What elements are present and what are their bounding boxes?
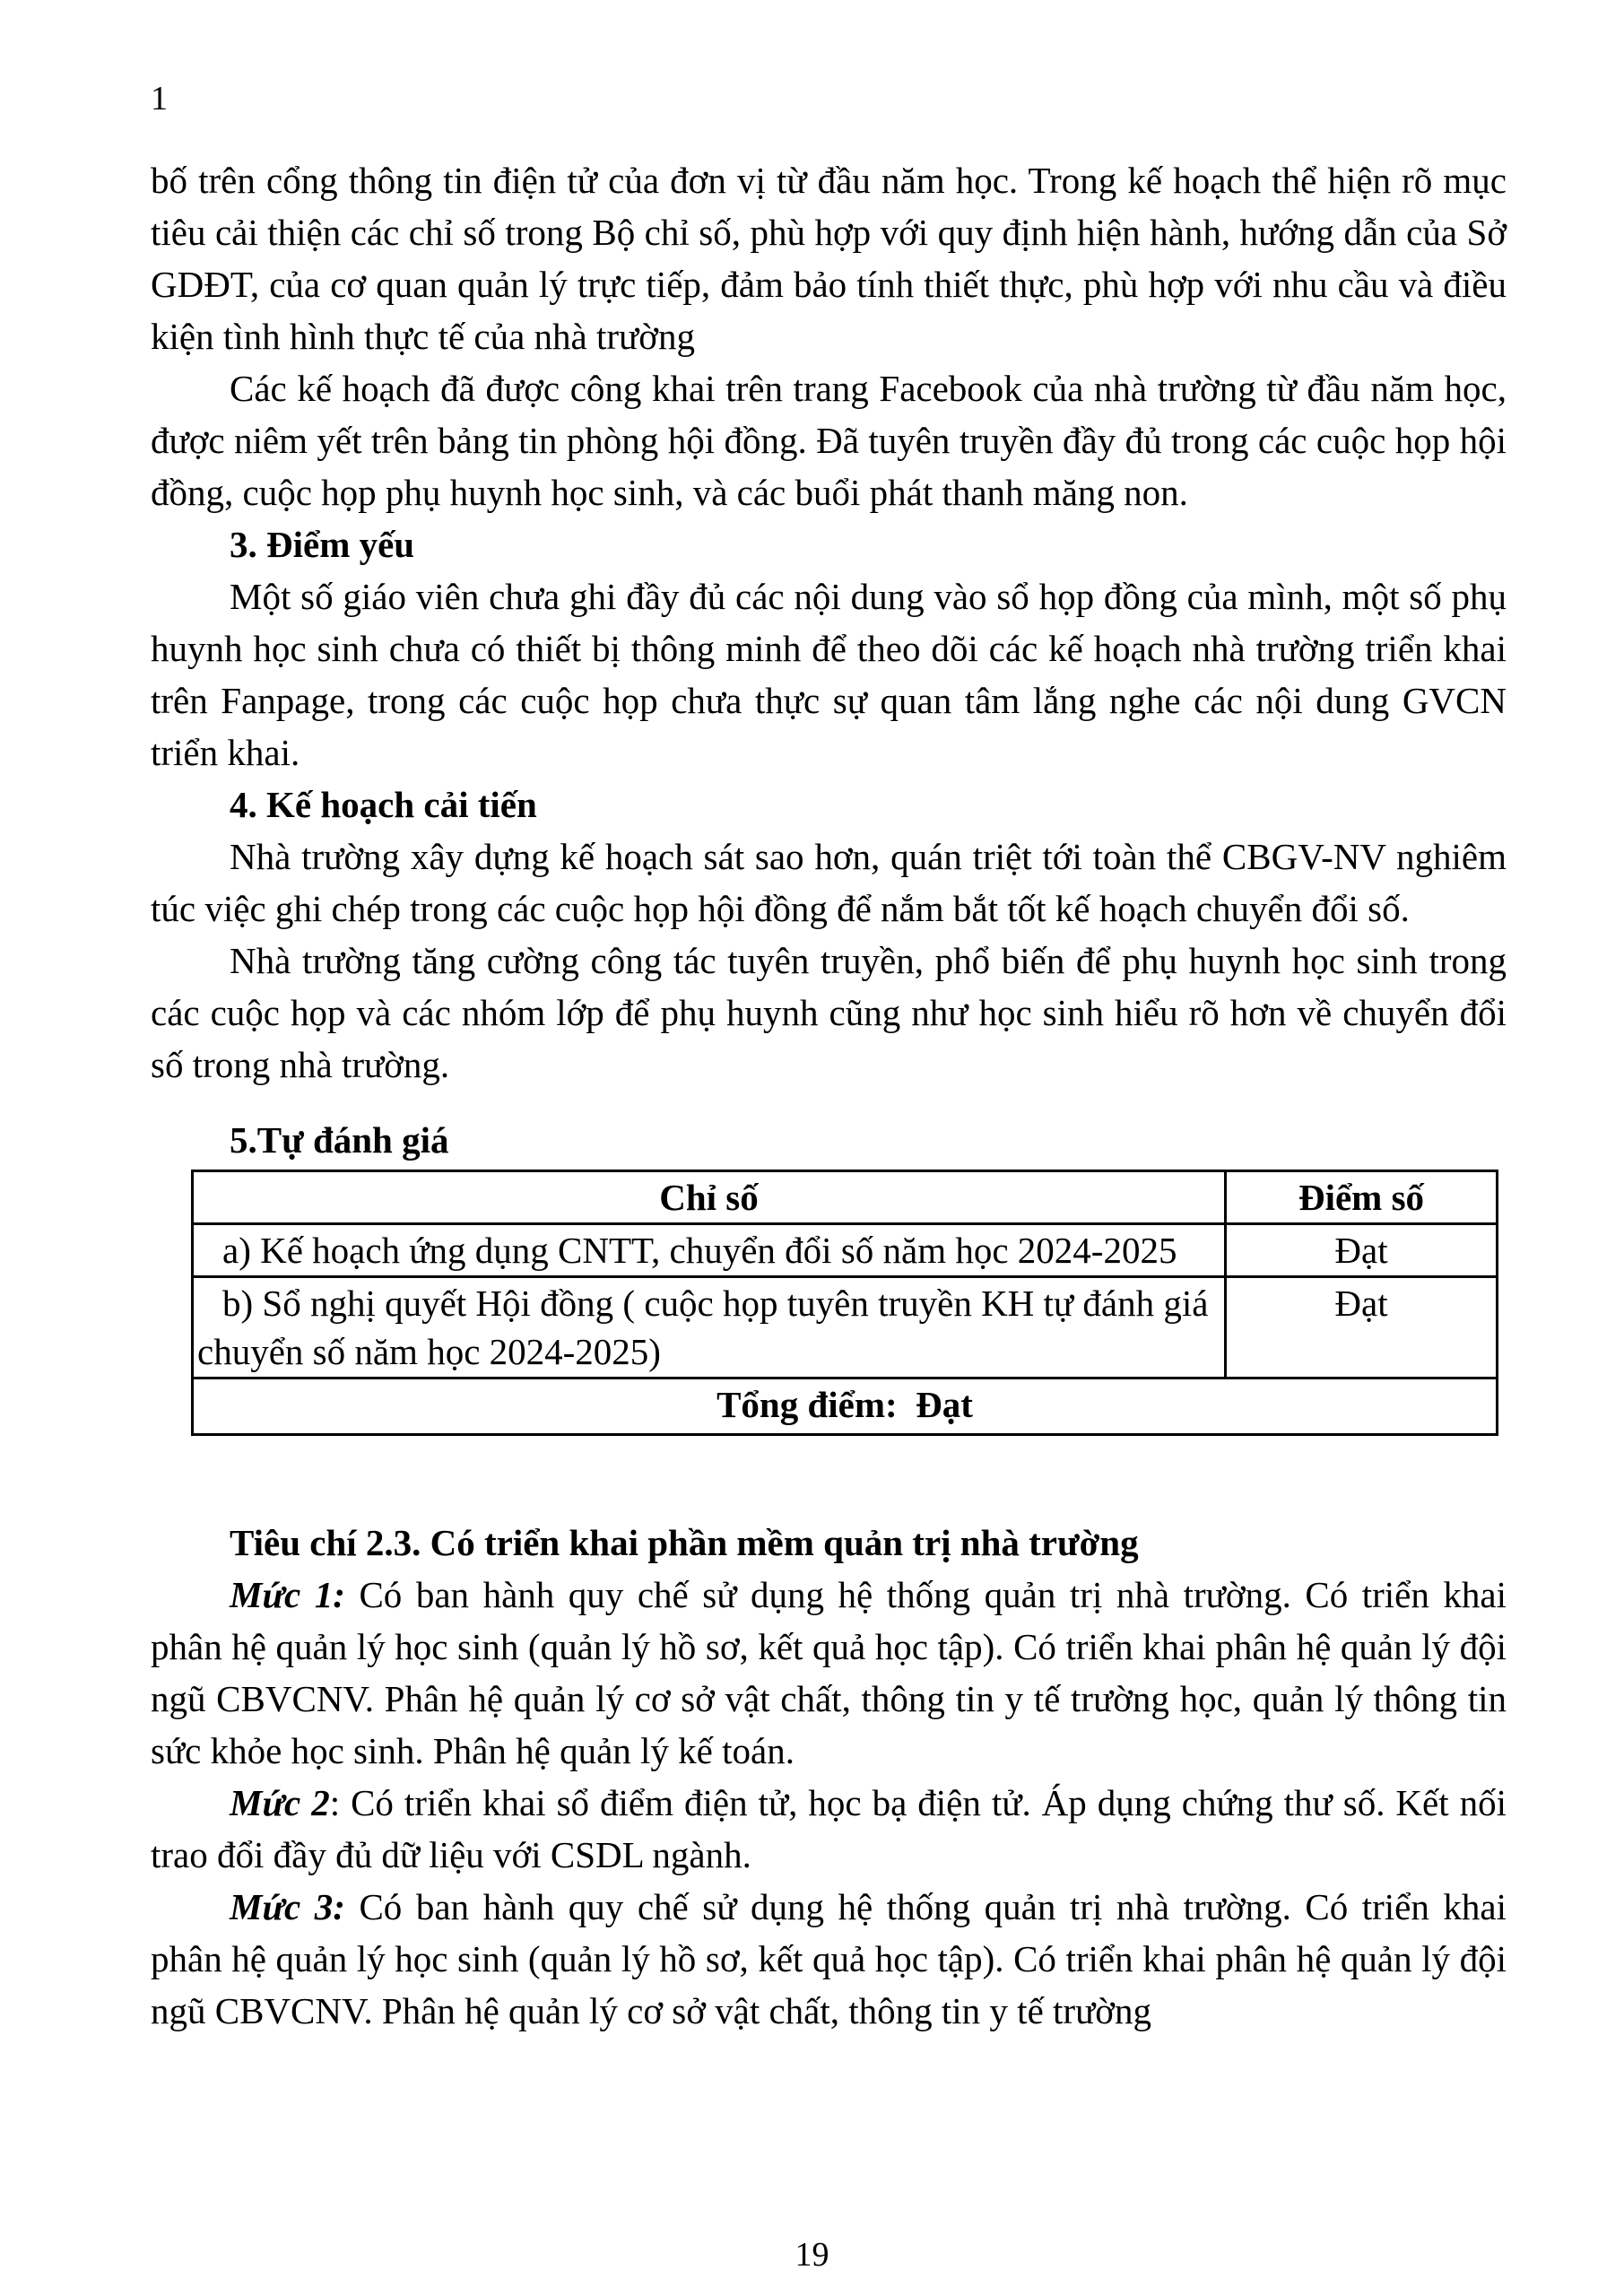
paragraph-publication: Các kế hoạch đã được công khai trên trang Facebook của nhà trường từ đầu năm học, được niêm yết trên bảng tin phòng hội đồng. Đã tuyên truyền đầy đủ trong các cuộc họp hội đồng, cuộc họp phụ huynh học sinh, và các buổi phát thanh măng non. xyxy=(151,368,1507,513)
section-heading-criteria-2-3: Tiêu chí 2.3. Có triển khai phần mềm quản trị nhà trường xyxy=(230,1522,1139,1563)
page-content xyxy=(151,77,1507,2037)
level-2-text: : Có triển khai sổ điểm điện tử, học bạ điện tử. Áp dụng chứng thư số. Kết nối trao đổi đầy đủ dữ liệu với CSDL ngành. xyxy=(151,1782,1507,1875)
table-header-row xyxy=(193,1171,1498,1224)
table-row xyxy=(193,1277,1498,1378)
paragraph-improvement-1: Nhà trường xây dựng kế hoạch sát sao hơn, quán triệt tới toàn thể CBGV-NV nghiêm túc việc ghi chép trong các cuộc họp hội đồng để nắm bắt tốt kế hoạch chuyển đổi số. xyxy=(151,836,1507,929)
self-assessment-table xyxy=(191,1170,1498,1436)
level-3-label: Mức 3: xyxy=(230,1886,345,1927)
section-heading-improvement-plan: 4. Kế hoạch cải tiến xyxy=(230,784,537,825)
table-total-row xyxy=(193,1378,1498,1435)
indicator-a-cell: a) Kế hoạch ứng dụng CNTT, chuyển đổi số năm học 2024-2025 xyxy=(193,1224,1226,1277)
level-1-label: Mức 1: xyxy=(230,1574,345,1615)
level-1-text: Có ban hành quy chế sử dụng hệ thống quản trị nhà trường. Có triển khai phân hệ quản lý học sinh (quản lý hồ sơ, kết quả học tập). Có triển khai phân hệ quản lý đội ngũ CBVCNV. Phân hệ quản lý cơ sở vật chất, thông tin y tế trường học, quản lý thông tin sức khỏe học sinh. Phân hệ quản lý kế toán. xyxy=(151,1574,1507,1771)
section-heading-self-assessment: 5.Tự đánh giá xyxy=(230,1119,449,1161)
bottom-page-number: 19 xyxy=(795,2236,829,2274)
score-a-cell: Đạt xyxy=(1226,1224,1498,1277)
level-2-label: Mức 2 xyxy=(230,1782,330,1823)
paragraph-weaknesses: Một số giáo viên chưa ghi đầy đủ các nội dung vào sổ họp đồng của mình, một số phụ huynh học sinh chưa có thiết bị thông minh để theo dõi các kế hoạch nhà trường triển khai trên Fanpage, trong các cuộc họp chưa thực sự quan tâm lắng nghe các nội dung GVCN triển khai. xyxy=(151,576,1507,773)
column-header-score: Điểm số xyxy=(1226,1171,1498,1224)
paragraph-intro: bố trên cổng thông tin điện tử của đơn vị từ đầu năm học. Trong kế hoạch thể hiện rõ mục tiêu cải thiện các chỉ số trong Bộ chỉ số, phù hợp với quy định hiện hành, hướng dẫn của Sở GDĐT, của cơ quan quản lý trực tiếp, đảm bảo tính thiết thực, phù hợp với nhu cầu và điều kiện tình hình thực tế của nhà trường xyxy=(151,160,1507,357)
paragraph-level-1 xyxy=(151,1569,1507,1777)
table-row xyxy=(193,1224,1498,1277)
score-b-cell: Đạt xyxy=(1226,1277,1498,1378)
level-3-text: Có ban hành quy chế sử dụng hệ thống quản trị nhà trường. Có triển khai phân hệ quản lý học sinh (quản lý hồ sơ, kết quả học tập). Có triển khai phân hệ quản lý đội ngũ CBVCNV. Phân hệ quản lý cơ sở vật chất, thông tin y tế trường xyxy=(151,1886,1507,2031)
top-page-number: 1 xyxy=(151,80,168,117)
section-heading-weaknesses: 3. Điểm yếu xyxy=(230,524,415,565)
indicator-b-cell: b) Sổ nghị quyết Hội đồng ( cuộc họp tuyên truyền KH tự đánh giá chuyển số năm học 2024-2025) xyxy=(193,1277,1226,1378)
paragraph-improvement-2: Nhà trường tăng cường công tác tuyên truyền, phổ biến để phụ huynh học sinh trong các cuộc họp và các nhóm lớp để phụ huynh cũng như học sinh hiểu rõ hơn về chuyển đổi số trong nhà trường. xyxy=(151,940,1507,1085)
paragraph-level-2 xyxy=(151,1777,1507,1881)
total-score-cell: Tổng điểm: Đạt xyxy=(193,1378,1498,1435)
column-header-indicator: Chỉ số xyxy=(193,1171,1226,1224)
paragraph-level-3 xyxy=(151,1881,1507,2037)
